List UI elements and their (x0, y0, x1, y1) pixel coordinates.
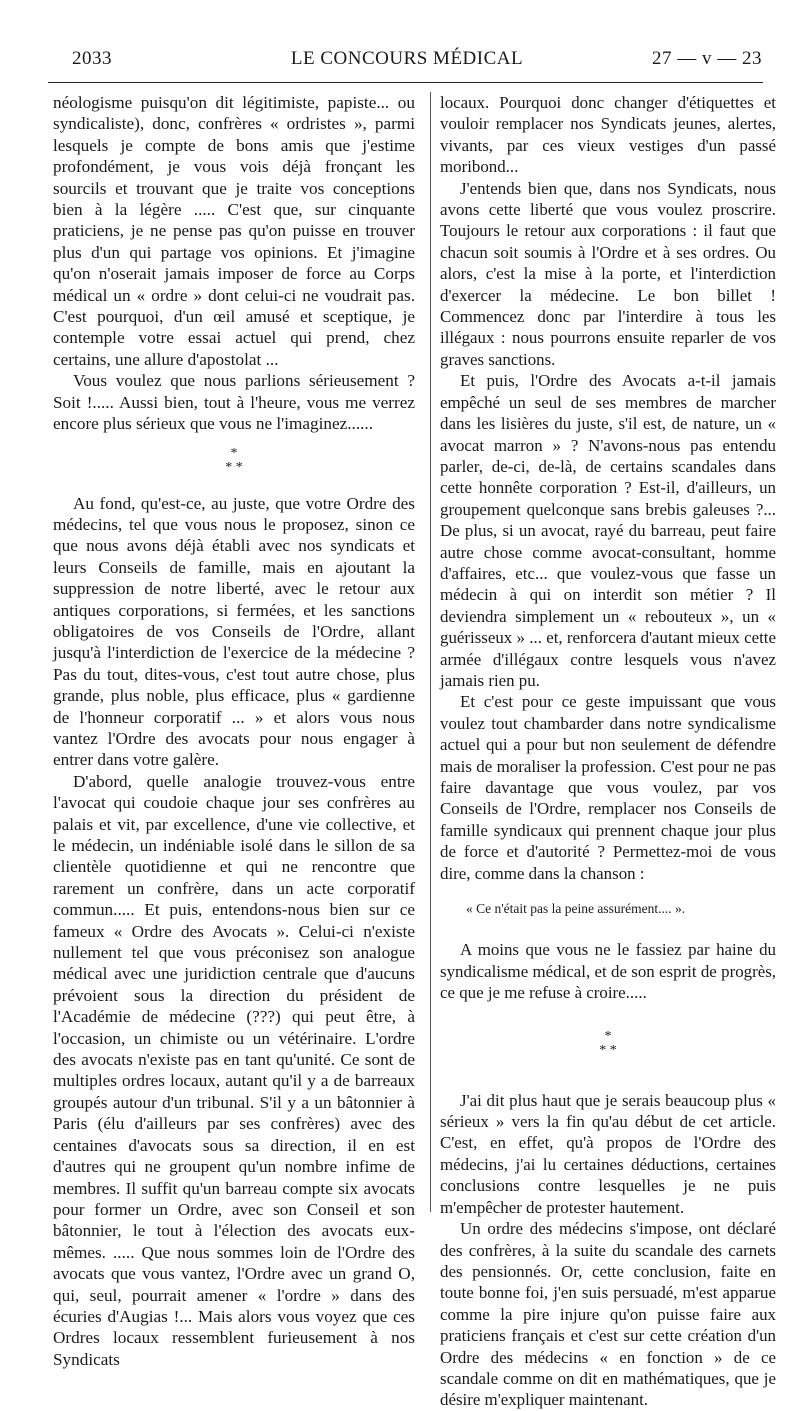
right-paragraph-1: locaux. Pourquoi donc changer d'étiquettes et vouloir remplacer nos Syndicats jeunes, alertes, vivants, par ces vieux vestiges d'un passé moribond... (440, 93, 776, 177)
left-column (53, 92, 415, 1370)
page-number: 2033 (72, 48, 112, 69)
journal-title: LE CONCOURS MÉDICAL (290, 48, 524, 69)
section-separator: * * * (225, 445, 243, 475)
right-paragraph-3: Et puis, l'Ordre des Avocats a-t-il jamais empêché un seul de ses membres de marcher dans les lisières du juste, s'il est, de nature, un « avocat marron » ? N'avons-nous pas entendu parler, de-ci, de-là, de certains scandales dans cette honnête corporation ? Est-il, d'ailleurs, un groupement quelconque sans brebis galeuses ?... De plus, si un avocat, rayé du barreau, peut faire autre chose comme avocat-consultant, homme d'affaires, etc... que voulez-vous que fasse un médecin à qui on interdit son métier ? Il deviendra simplement un « rebouteux », un « guérisseux » ... et, renforcera d'autant mieux cette armée d'illégaux contre lesquels vous n'avez jamais rien pu. (440, 371, 776, 690)
running-header (52, 48, 762, 76)
section-separator: * * * (599, 1028, 617, 1058)
right-paragraph-5: A moins que vous ne le fassiez par haine du syndicalisme médical, et de son esprit de progrès, ce que je me refuse à croire..... (440, 940, 776, 1003)
header-rule (48, 82, 763, 83)
left-paragraph-1: néologisme puisqu'on dit légitimiste, papiste... ou syndicaliste), donc, confrères « ordristes », parmi lesquels je compte de bons amis que j'estime profondément, je vous vois déjà fronçant les sourcils et trouvant que je traite vos conceptions bien à la légère ..... C'est que, sur cinquante praticiens, je ne pense pas qu'on puisse en trouver plus d'un qui partage vos opinions. Et j'imagine qu'on n'oserait jamais imposer de force au Corps médical un « ordre » dont celui-ci ne voudrait pas. C'est pourquoi, d'un œil amusé et sceptique, je contemple votre essai actuel qui prend, chez certains, une allure d'apostolat ... (53, 93, 415, 369)
left-paragraph-3: Au fond, qu'est-ce, au juste, que votre Ordre des médecins, tel que vous nous le proposez, sinon ce que nous avons déjà établi avec nos syndicats et leurs Conseils de famille, mais en ajoutant la suppression de notre liberté, avec le retour aux antiques corporations, si fermées, et les sanctions obligatoires de vos Conseils de l'Ordre, allant jusqu'à l'interdiction de l'exercice de la médecine ? Pas du tout, dites-vous, c'est tout autre chose, plus grande, plus noble, plus efficace, plus « gardienne de l'honneur corporatif ... » et alors vous nous vantez l'Ordre des avocats pour nous engager à entrer dans votre galère. (53, 493, 415, 770)
left-paragraph-4: D'abord, quelle analogie trouvez-vous entre l'avocat qui coudoie chaque jour ses confrères au palais et vit, par excellence, d'une vie collective, et le médecin, un indéniable isolé dans le sillon de sa clientèle quotidienne et qui ne rencontre que rarement un confrère, dans un acte corporatif commun..... Et puis, entendons-nous bien sur ce fameux « Ordre des Avocats ». Celui-ci n'existe nullement tel que vous préconisez son analogue médical avec une juridiction centrale que d'aucuns prévoient sous la direction du président de l'Académie de médecine (???) qui peut être, à l'occasion, un chimiste ou un vétérinaire. L'ordre des avocats n'existe pas en tant qu'unité. Ce sont de multiples ordres locaux, autant qu'il y a de barreaux groupés autour d'un tribunal. S'il y a un bâtonnier à Paris (élu d'ailleurs par ses confrères) avec des centaines d'avocats sous sa direction, il en est d'autres qui ne groupent qu'un nombre infime de membres. Il suffit qu'un barreau compte six avocats pour former un Ordre, avec son Conseil et son bâtonnier, le tout à l'élection des avocats eux-mêmes. ..... Que nous sommes loin de l'Ordre des avocats que vous vantez, l'Ordre avec un grand O, qui, seul, pourrait amener « l'ordre » dans des écuries d'Augias !... Mais alors vous voyez que ces Ordres locaux ressemblent furieusement à nos Syndicats (53, 771, 415, 1369)
right-paragraph-7: Un ordre des médecins s'impose, ont déclaré des confrères, à la suite du scandale des carnets des pensionnés. Or, cette conclusion, faite en toute bonne foi, j'en suis persuadé, m'est apparue comme la pire injure qu'on puisse faire aux praticiens français et c'est sur cette création d'un Ordre des médecins « en fonction » de ce scandale comme on dit en mathématiques, que je désire m'expliquer maintenant. (440, 1219, 776, 1410)
issue-date: 27 — v — 23 (652, 48, 762, 69)
right-paragraph-6: J'ai dit plus haut que je serais beaucoup plus « sérieux » vers la fin qu'au début de cet article. C'est, en effet, qu'à propos de l'Ordre des médecins, j'ai lu certaines déductions, certaines conclusions contre lesquelles je ne puis m'empêcher de protester hautement. (440, 1090, 776, 1217)
right-column (440, 92, 776, 1411)
song-quote: « Ce n'était pas la peine assurément.... ». (466, 901, 686, 917)
right-paragraph-4: Et c'est pour ce geste impuissant que vous voulez tout chambarder dans notre syndicalisme actuel qui a pour but non seulement de défendre mais de moraliser la profession. C'est pour ne pas faire davantage que vous voulez, par vos Conseils de l'Ordre, remplacer nos Conseils de famille syndicaux qui prennent chaque jour plus de force et d'autorité ? Permettez-moi de vous dire, comme dans la chanson : (440, 692, 776, 883)
column-divider (430, 92, 431, 1212)
right-paragraph-2: J'entends bien que, dans nos Syndicats, nous avons cette liberté que vous voulez proscrire. Toujours le retour aux corporations : il faut que chacun soit soumis à l'Ordre et à ses ordres. Ou alors, c'est la mise à la porte, et l'interdiction d'exercer la médecine. Le bon billet ! Commencez donc par l'interdire à tous les illégaux : nous pourrons ensuite reparler de vos graves sanctions. (440, 178, 776, 369)
left-paragraph-2: Vous voulez que nous parlions sérieusement ? Soit !..... Aussi bien, tout à l'heure, vous me verrez encore plus sérieux que vous ne l'imaginez...... (53, 371, 415, 434)
